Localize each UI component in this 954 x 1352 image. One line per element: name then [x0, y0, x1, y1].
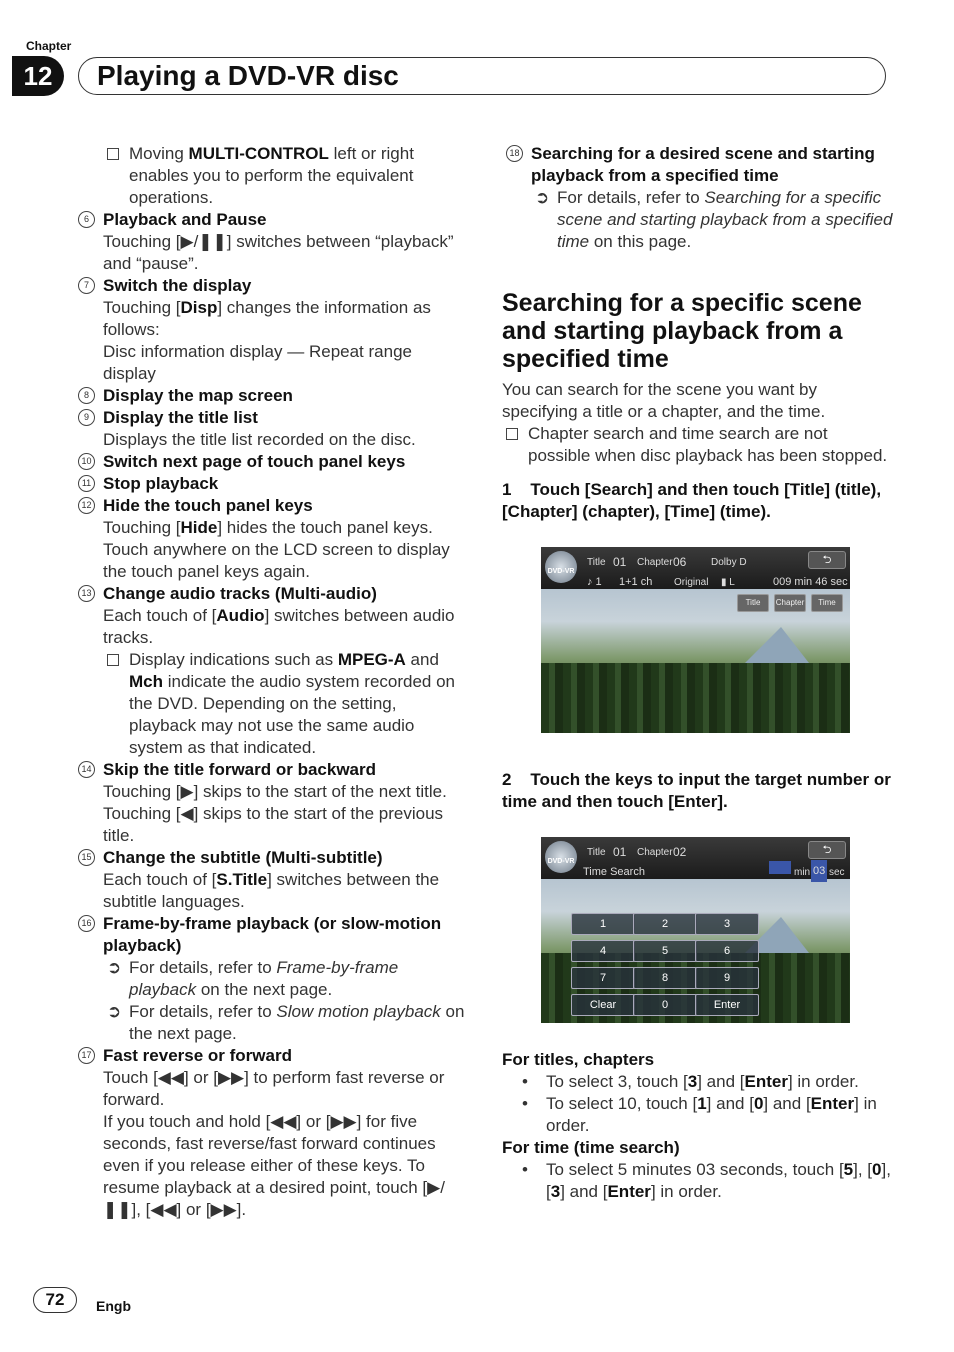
chapter-button[interactable]: Chapter: [774, 594, 806, 612]
item-number: 6: [78, 211, 95, 228]
status-bar: DVD-VR Title 01 Chapter 06 Dolby D ♪ 1 1+1 ch Original ▮ L 009 min 46 sec ⮌: [541, 547, 850, 589]
note-multi-control: Moving MULTI-CONTROL left or right enables you to perform the equivalent operations.: [103, 143, 468, 209]
page-number: 72: [33, 1287, 77, 1313]
key-8[interactable]: 8: [633, 967, 697, 989]
item-map-screen: 8 Display the map screen: [74, 385, 468, 407]
item-number: 17: [78, 1047, 95, 1064]
item-number: 8: [78, 387, 95, 404]
enter-button[interactable]: Enter: [695, 994, 759, 1016]
bullet-item: • To select 5 minutes 03 seconds, touch [5], [0], [3] and [Enter] in order.: [522, 1160, 891, 1201]
key-6[interactable]: 6: [695, 940, 759, 962]
item-number: 18: [506, 145, 523, 162]
item-fast-reverse-forward: 17 Fast reverse or forward Touch [◀◀] or [▶▶] to perform fast reverse or forward. If you touch and hold [◀◀] or [▶▶] for five seconds, fast reverse/fast forward continues even if you release either of these keys. To resume playback at a desired point, touch [▶/❚❚], [◀◀] or [▶▶].: [74, 1045, 468, 1221]
item-subtitle: 15 Change the subtitle (Multi-subtitle) Each touch of [S.Title] switches between the subtitle languages.: [74, 847, 468, 913]
key-0[interactable]: 0: [633, 994, 697, 1016]
seconds-field[interactable]: 03: [811, 860, 827, 882]
item-playback-pause: 6 Playback and Pause Touching [▶/❚❚] switches between “playback” and “pause”.: [74, 209, 468, 275]
arrow-ref-icon: ➲: [535, 188, 550, 207]
step-1: 1 Touch [Search] and then touch [Title] (title), [Chapter] (chapter), [Time] (time).: [502, 480, 882, 521]
time-button[interactable]: Time: [811, 594, 843, 612]
left-column: [74, 143, 468, 1221]
key-2[interactable]: 2: [633, 913, 697, 935]
item-switch-display: 7 Switch the display Touching [Disp] changes the information as follows: Disc information display — Repeat range display: [74, 275, 468, 385]
page-title-text: Playing a DVD-VR disc: [97, 60, 399, 91]
bullet-item: • To select 10, touch [1] and [0] and [Enter] in order.: [522, 1094, 877, 1135]
item-number: 16: [78, 915, 95, 932]
ref-frame-by-frame: ➲ For details, refer to Frame-by-frame playback on the next page.: [107, 958, 399, 999]
item-skip-title: 14 Skip the title forward or backward Touching [▶] skips to the start of the next title. Touching [◀] skips to the start of the previous title.: [74, 759, 468, 847]
chapter-label: Chapter: [26, 39, 72, 53]
screenshot-search-menu: [541, 547, 850, 733]
back-button[interactable]: ⮌: [808, 841, 846, 859]
key-9[interactable]: 9: [695, 967, 759, 989]
item-number: 10: [78, 453, 95, 470]
item-number: 13: [78, 585, 95, 602]
arrow-ref-icon: ➲: [107, 1002, 122, 1021]
key-5[interactable]: 5: [633, 940, 697, 962]
note-icon: [107, 649, 119, 672]
item-next-page: 10 Switch next page of touch panel keys: [74, 451, 468, 473]
title-button[interactable]: Title: [737, 594, 769, 612]
titles-chapters-heading: For titles, chapters: [502, 1050, 655, 1069]
minutes-field[interactable]: [769, 861, 791, 874]
disc-logo-icon: DVD-VR: [545, 841, 577, 873]
key-3[interactable]: 3: [695, 913, 759, 935]
arrow-ref-icon: ➲: [107, 958, 122, 977]
item-number: 7: [78, 277, 95, 294]
clear-button[interactable]: Clear: [571, 994, 635, 1016]
note-search: Chapter search and time search are not possible when disc playback has been stopped.: [502, 423, 894, 467]
item-stop-playback: 11 Stop playback: [74, 473, 468, 495]
language-code: Engb: [96, 1298, 131, 1314]
item-audio-tracks: 13 Change audio tracks (Multi-audio) Each touch of [Audio] switches between audio tracks. Display indications such as MPEG-A and Mch indicate the audio system recorded on the DVD. Depending on the setting, playback may not use the same audio system as that indicated.: [74, 583, 468, 759]
item-hide-keys: 12 Hide the touch panel keys Touching [Hide] hides the touch panel keys. Touch anywhere on the LCD screen to display the touch panel keys again.: [74, 495, 468, 583]
item-title-list: 9 Display the title list Displays the title list recorded on the disc.: [74, 407, 468, 451]
item-number: 11: [78, 475, 95, 492]
page-title: [78, 57, 886, 95]
mode-label: Time Search: [583, 866, 645, 878]
item-number: 14: [78, 761, 95, 778]
right-column: [502, 143, 894, 1203]
back-button[interactable]: ⮌: [808, 551, 846, 569]
key-4[interactable]: 4: [571, 940, 635, 962]
section-title: Searching for a specific scene and starting playback from a specified time: [502, 289, 862, 373]
disc-logo-icon: DVD-VR: [545, 551, 577, 583]
item-number: 12: [78, 497, 95, 514]
item-number: 9: [78, 409, 95, 426]
scene-trees: [541, 663, 850, 733]
note-icon: [506, 423, 518, 446]
note-icon: [107, 143, 119, 166]
step-2: 2 Touch the keys to input the target number or time and then touch [Enter].: [502, 770, 891, 811]
item-search-scene: 18 Searching for a desired scene and starting playback from a specified time ➲ For details, refer to Searching for a specific scene and starting playback from a specified time on this page.: [502, 143, 894, 253]
screenshot-time-search: [541, 837, 850, 1023]
key-1[interactable]: 1: [571, 913, 635, 935]
bullet-item: • To select 3, touch [3] and [Enter] in order.: [522, 1072, 859, 1091]
ref-search-scene: ➲ For details, refer to Searching for a specific scene and starting playback from a specified time on this page.: [535, 188, 893, 251]
status-bar: DVD-VR Title 01 Chapter 02 Time Search min 03 sec ⮌: [541, 837, 850, 879]
note-audio: Display indications such as MPEG-A and Mch indicate the audio system recorded on the DVD. Depending on the setting, playback may not use the same audio system as that indicated.: [103, 649, 468, 759]
item-number: 15: [78, 849, 95, 866]
chapter-number: 12: [12, 56, 64, 96]
key-7[interactable]: 7: [571, 967, 635, 989]
time-search-heading: For time (time search): [502, 1138, 680, 1157]
item-frame-by-frame: 16 Frame-by-frame playback (or slow-motion playback) ➲ For details, refer to Frame-by-frame playback on the next page. ➲ For details, refer to Slow motion playback on the next page.: [74, 913, 468, 1045]
ref-slow-motion: ➲ For details, refer to Slow motion playback on the next page.: [107, 1002, 465, 1043]
section-intro: You can search for the scene you want by specifying a title or a chapter, and the time.: [502, 380, 826, 421]
